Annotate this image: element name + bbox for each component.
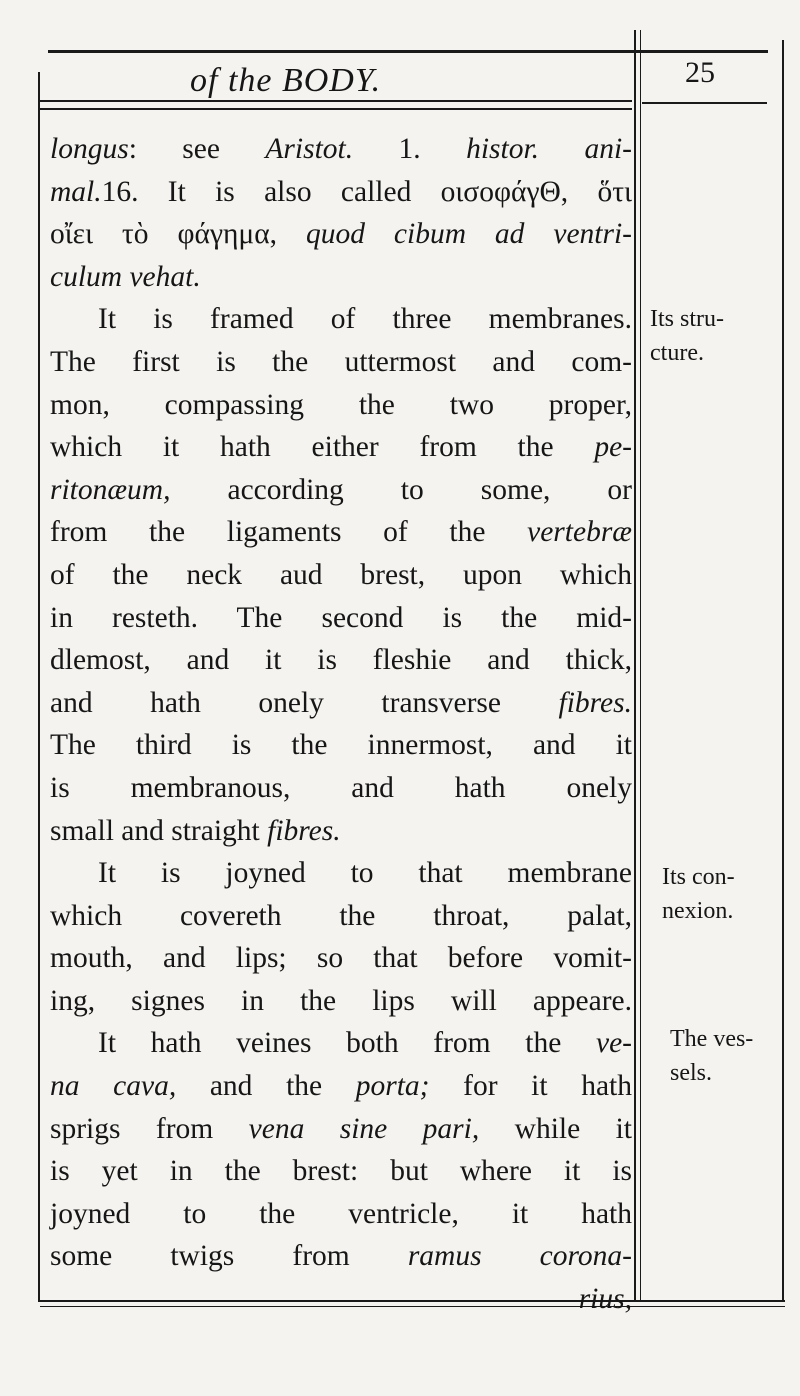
roman-text: It hath veines both from the (98, 1027, 596, 1060)
text-line (50, 469, 632, 512)
text-line (50, 1065, 632, 1108)
italic-text: vena sine pari, (248, 1112, 480, 1145)
roman-text: is membranous, and hath onely (50, 771, 632, 804)
right-border (782, 40, 784, 1300)
roman-text: from the ligaments of the (50, 516, 528, 549)
italic-text: culum vehat. (50, 260, 201, 293)
text-line (50, 937, 632, 980)
italic-text: Aristot. (265, 133, 354, 165)
roman-text: οἴει τὸ φάγημα, (50, 218, 306, 251)
text-line (50, 171, 632, 214)
italic-text: pe- (594, 431, 632, 464)
text-line (50, 767, 632, 810)
italic-text: porta; (355, 1070, 430, 1103)
roman-text: which it hath either from the (50, 431, 595, 464)
text-line (50, 128, 632, 171)
italic-text: na cava, (50, 1070, 177, 1103)
body-text (50, 128, 632, 1321)
column-divider (634, 30, 636, 1302)
roman-text: ing, signes in the lips will appeare. (50, 984, 632, 1017)
italic-text: ritonæum, (50, 473, 171, 506)
margin-note-connexion (662, 860, 782, 928)
italic-text: fibres. (558, 686, 632, 719)
roman-text: which covereth the throat, palat, (50, 899, 632, 932)
italic-text: longus (50, 133, 129, 165)
roman-text: joyned to the ventricle, it hath (50, 1197, 632, 1230)
text-line (50, 256, 632, 299)
text-line (50, 298, 632, 341)
margin-note-structure (650, 302, 770, 370)
text-line (50, 426, 632, 469)
italic-text: mal. (50, 175, 102, 208)
roman-text: 16. It is also called οισοφάγΘ, ὅτι (101, 175, 632, 208)
text-line (50, 511, 632, 554)
roman-text: for it hath (429, 1070, 632, 1103)
italic-text: fibres. (267, 814, 341, 847)
roman-text: is yet in the brest: but where it is (50, 1155, 632, 1188)
text-line (50, 1150, 632, 1193)
text-line (50, 639, 632, 682)
margin-note-line: cture. (650, 340, 704, 366)
text-line (50, 980, 632, 1023)
roman-text: according to some, or (170, 473, 632, 506)
roman-text: mon, compassing the two proper, (50, 388, 632, 421)
text-line (50, 810, 632, 853)
margin-note-line: Its con- (662, 864, 735, 890)
roman-text: and the (176, 1070, 356, 1103)
text-line (50, 554, 632, 597)
page-number: 25 (685, 56, 715, 89)
roman-text: of the neck aud brest, upon which (50, 558, 632, 591)
roman-text: The third is the innermost, and it (50, 729, 632, 762)
text-line (50, 341, 632, 384)
italic-text: vertebræ (527, 516, 632, 549)
italic-text: histor. ani- (466, 133, 632, 165)
running-title: of the BODY. (190, 62, 382, 99)
text-line (50, 1278, 632, 1321)
header-underline (40, 100, 632, 102)
roman-text: sprigs from (50, 1112, 249, 1145)
roman-text: while it (479, 1112, 633, 1145)
page-number-underline (642, 102, 767, 104)
text-line (50, 682, 632, 725)
margin-note-line: sels. (670, 1060, 712, 1086)
text-line (50, 1022, 632, 1065)
text-line (50, 213, 632, 256)
text-line (50, 724, 632, 767)
roman-text: some twigs from (50, 1240, 408, 1273)
left-border (38, 72, 40, 1302)
text-line (50, 1193, 632, 1236)
margin-note-vessels (670, 1022, 790, 1090)
margin-note-line: nexion. (662, 898, 734, 924)
roman-text: in resteth. The second is the mid- (50, 601, 632, 634)
header-underline-2 (40, 108, 632, 110)
roman-text: The first is the uttermost and com- (50, 345, 632, 378)
roman-text: small and straight (50, 814, 268, 847)
text-line (50, 597, 632, 640)
roman-text: It is joyned to that membrane (98, 857, 632, 890)
column-divider-2 (640, 30, 641, 1302)
roman-text: 1. (353, 133, 467, 165)
text-line (50, 1108, 632, 1151)
margin-note-line: Its stru- (650, 306, 724, 332)
roman-text: mouth, and lips; so that before vomit- (50, 942, 632, 975)
top-rule (48, 50, 768, 53)
text-line (50, 895, 632, 938)
margin-note-line: The ves- (670, 1026, 754, 1052)
roman-text: dlemost, and it is fleshie and thick, (50, 644, 632, 677)
italic-text: rius, (578, 1283, 632, 1316)
roman-text: and hath onely transverse (50, 686, 559, 719)
text-line (50, 1235, 632, 1278)
text-line (50, 852, 632, 895)
roman-text: : see (128, 133, 266, 165)
text-line (50, 384, 632, 427)
italic-text: quod cibum ad ventri- (305, 218, 632, 251)
roman-text: It is framed of three membranes. (98, 303, 632, 336)
italic-text: ramus corona- (407, 1240, 632, 1273)
italic-text: ve- (595, 1027, 632, 1060)
